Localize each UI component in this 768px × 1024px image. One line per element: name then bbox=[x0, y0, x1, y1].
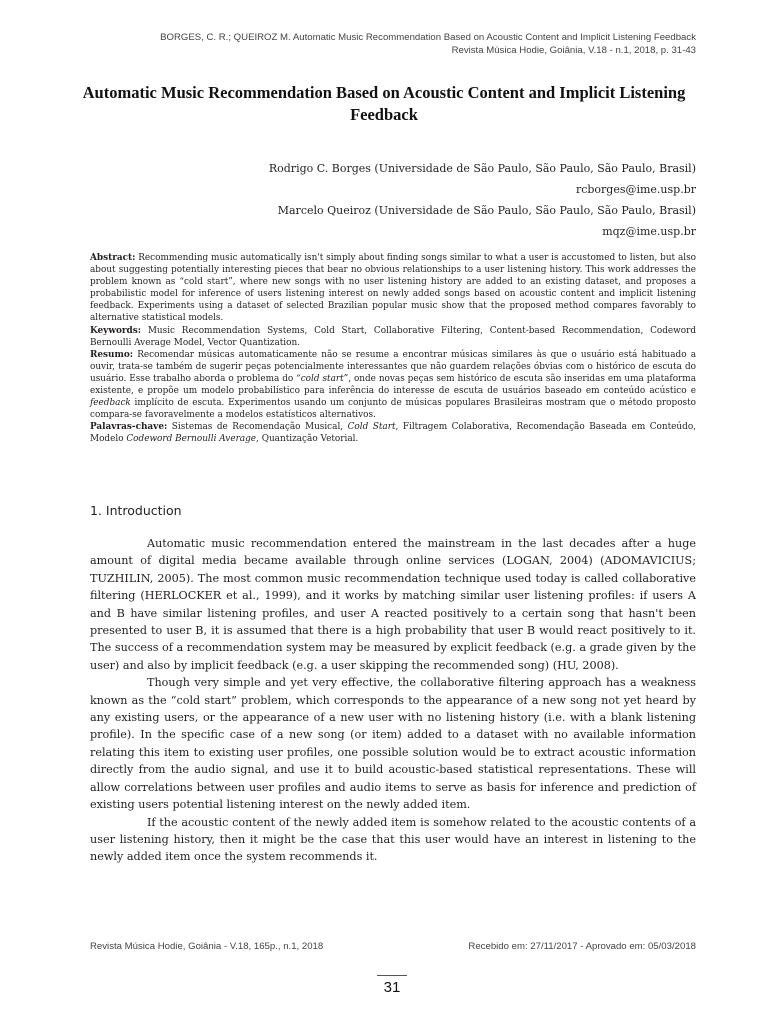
palavras-chave-paragraph bbox=[90, 421, 696, 445]
palavras-chave-cold-start: Cold Start bbox=[347, 422, 396, 433]
page-number: 31 bbox=[383, 979, 401, 996]
keywords-text: Music Recommendation Systems, Cold Start, Collaborative Filtering, Content-based Recommendation, Codeword Bernoulli Average Model, Vector Quantization. bbox=[90, 325, 696, 348]
author-1-affiliation: Rodrigo C. Borges (Universidade de São Paulo, São Paulo, São Paulo, Brasil) bbox=[268, 162, 696, 175]
resumo-paragraph bbox=[90, 349, 696, 422]
resumo-label: Resumo: bbox=[90, 349, 134, 360]
section-heading: 1. Introduction bbox=[90, 503, 182, 518]
abstract-text: Recommending music automatically isn't simply about finding songs similar to what a user is accustomed to listen, but also about suggesting potentially interesting pieces that bear no obvious relationships to a user listening history. This work addresses the problem known as “cold start”, where new songs with no user listening history are added to an existing dataset, and proposes a probabilistic model for inference of users listening interest on newly added songs based on acoustic content and implicit listening feedback. Experiments using a dataset of selected Brazilian popular music show that the proposed method compares favorably to alternative statistical models. bbox=[90, 253, 696, 324]
body-paragraph: Though very simple and yet very effective, the collaborative filtering approach has a weakness known as the “cold start” problem, which corresponds to the appearance of a new song not yet heard by any existing users, or the appearance of a new user with no listening history (i.e. with a blank listening profile). In the specific case of a new song (or item) added to a dataset with no available information relating this item to existing user profiles, one possible solution would be to extract acoustic information directly from the audio signal, and use it to build acoustic-based statistical representations. These will allow correlations between user profiles and audio items to serve as basis for inference and prediction of existing users potential listening interest on the newly added item. bbox=[90, 676, 696, 812]
abstract-paragraph bbox=[90, 252, 696, 325]
keywords-label: Keywords: bbox=[90, 325, 142, 336]
running-header-citation: BORGES, C. R.; QUEIROZ M. Automatic Music Recommendation Based on Acoustic Content and Implicit Listening Feedback bbox=[160, 32, 696, 43]
abstract-block bbox=[90, 252, 696, 446]
body-paragraph: Automatic music recommendation entered the mainstream in the last decades after a huge amount of digital media became available through online services (LOGAN, 2004) (ADOMAVICIUS; TUZHILIN, 2005). The most common music recommendation technique used today is called collaborative filtering (HERLOCKER et al., 1999), and it works by matching similar user listening profiles: if users A and B have similar listening profiles, and user A reacted positively to a certain song that hasn't been presented to user B, it is assumed that there is a high probability that user B would react positively to it. The success of a recommendation system may be measured by explicit feedback (e.g. a grade given by the user) and also by implicit feedback (e.g. a user skipping the recommended song) (HU, 2008). bbox=[90, 537, 696, 672]
page-number-rule bbox=[377, 975, 407, 976]
resumo-cold-start: “cold start” bbox=[296, 373, 349, 384]
resumo-feedback: feedback bbox=[90, 398, 131, 409]
body-text bbox=[90, 535, 696, 866]
resumo-text-1: Recomendar músicas automaticamente não se resume a encontrar músicas similares às que o usuário está habituado a ouvir, trata-se também de sugerir peças potencialmente interessantes que não guardem relações óbvias com o histórico de escuta do usuário. Esse trabalho aborda o problema do bbox=[90, 349, 696, 384]
running-header bbox=[160, 31, 696, 57]
author-1-email: rcborges@ime.usp.br bbox=[575, 183, 696, 196]
palavras-chave-text-3: , Quantização Vetorial. bbox=[256, 434, 359, 445]
abstract-label: Abstract: bbox=[90, 253, 136, 263]
footer-journal: Revista Música Hodie, Goiânia - V.18, 165p., n.1, 2018 bbox=[90, 941, 324, 952]
author-2-email: mqz@ime.usp.br bbox=[602, 225, 696, 238]
body-paragraph: If the acoustic content of the newly added item is somehow related to the acoustic contents of a user listening history, then it might be the case that this user would have an interest in listening to the newly added item once the system recommends it. bbox=[90, 815, 696, 864]
palavras-chave-cbam: Codeword Bernoulli Average bbox=[126, 434, 257, 445]
resumo-text-3: implícito de escuta. Experimentos usando um conjunto de músicas populares Brasileiras mostram que o método proposto compara-se favoravelmente a modelos estatísticos alternativos. bbox=[90, 398, 696, 421]
palavras-chave-text-1: Sistemas de Recomendação Musical, bbox=[171, 422, 348, 433]
keywords-paragraph bbox=[90, 325, 696, 349]
resumo-text-2: , onde novas peças sem histórico de escuta são inseridas em uma plataforma existente, e propõe um modelo probabilístico para inferência do interesse de escuta de usuários baseado em conteúdo acústico e bbox=[90, 373, 696, 397]
paper-title: Automatic Music Recommendation Based on Acoustic Content and Implicit Listening Feedback bbox=[82, 83, 686, 124]
author-block bbox=[269, 158, 696, 242]
author-2-affiliation: Marcelo Queiroz (Universidade de São Paulo, São Paulo, São Paulo, Brasil) bbox=[277, 204, 696, 217]
palavras-chave-label: Palavras-chave: bbox=[90, 422, 168, 433]
palavras-chave-text-2: , Filtragem Colaborativa, Recomendação Baseada em Conteúdo, Modelo bbox=[90, 422, 696, 445]
running-header-journal: Revista Música Hodie, Goiânia, V.18 - n.1, 2018, p. 31-43 bbox=[451, 45, 696, 56]
footer-dates: Recebido em: 27/11/2017 - Aprovado em: 05/03/2018 bbox=[468, 941, 696, 952]
